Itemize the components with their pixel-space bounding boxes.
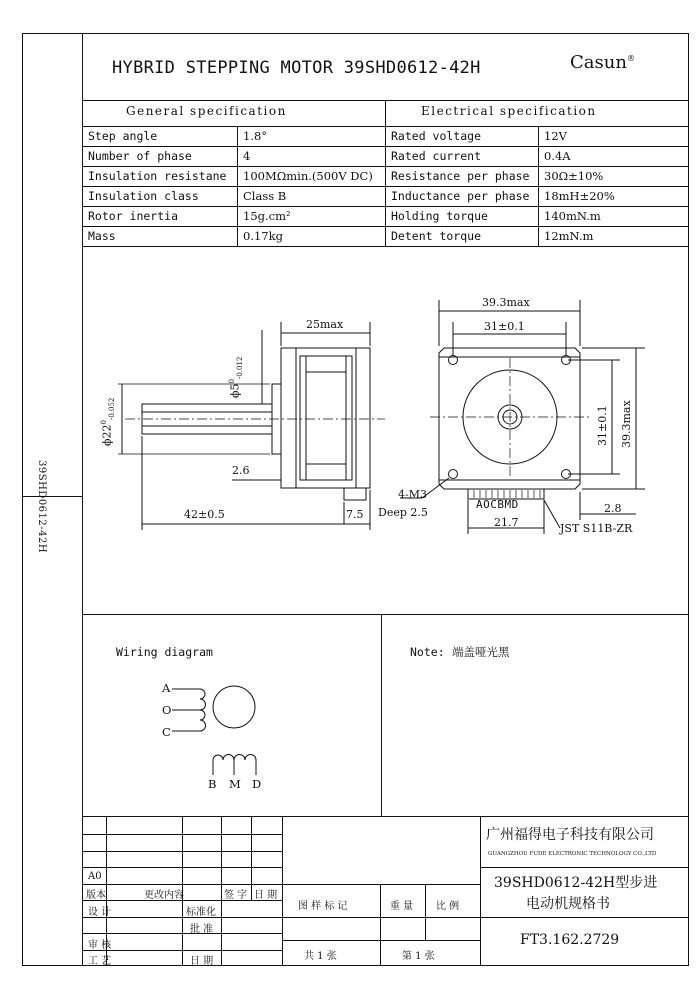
spec-label: Rated voltage: [391, 129, 482, 143]
product-line-1: 39SHD0612-42H型步进: [494, 875, 658, 891]
spec-label: Holding torque: [391, 209, 488, 223]
dim-shaft-diameter: $\phi 5^0_{-0.012}$: [228, 356, 244, 398]
weight-label: 重 量: [390, 901, 414, 912]
spec-value: 4: [243, 149, 251, 163]
dim-31-side: 31±0.1: [596, 405, 609, 446]
spec-label: Step angle: [88, 129, 158, 143]
tb-line: [380, 884, 381, 966]
side-label: 39SHD0612-42H: [36, 460, 47, 554]
col-date: 日 期: [254, 890, 278, 901]
tb-line: [282, 917, 480, 918]
document-code: FT3.162.2729: [520, 932, 620, 948]
connector-pin-labels: AOCBMD: [476, 498, 519, 511]
dim-31-top: 31±0.1: [484, 320, 525, 333]
wiring-heading: Wiring diagram: [116, 645, 213, 659]
document-title: HYBRID STEPPING MOTOR 39SHD0612-42H: [112, 58, 481, 78]
company-name-cn: 广州福得电子科技有限公司: [486, 827, 654, 843]
col-version: 版本: [86, 890, 106, 901]
spec-value: 140mN.m: [544, 209, 601, 223]
spec-label: Insulation resistane: [88, 169, 227, 183]
title-block-top: [82, 816, 689, 817]
drawing-bottom-line: [82, 614, 689, 615]
date-label: 日 期: [190, 956, 214, 967]
spec-label: Detent torque: [391, 229, 482, 243]
spec-label: Number of phase: [88, 149, 192, 163]
tb-line: [282, 940, 480, 941]
spec-value: 1.8°: [243, 129, 268, 143]
tb-line: [82, 834, 282, 835]
dim-7-5: 7.5: [346, 508, 364, 521]
tb-line: [480, 816, 481, 966]
tb-line: [221, 816, 222, 966]
wire-label-o: O: [162, 703, 172, 717]
spec-value: 18mH±20%: [544, 189, 615, 203]
product-line-2: 电动机规格书: [526, 896, 610, 912]
connector-model: JST S11B-ZR: [560, 522, 633, 535]
scale-label: 比 例: [436, 901, 460, 912]
tb-line: [82, 867, 282, 868]
spec-value: 12V: [544, 129, 567, 143]
standard-label: 标准化: [186, 907, 216, 918]
company-name-en: GUANGZHOU FUDE ELECTRONIC TECHNOLOGY CO.,LTD: [488, 851, 657, 857]
spec-value: 0.4A: [544, 149, 571, 163]
spec-label: Resistance per phase: [391, 169, 530, 183]
general-spec-heading: General specification: [126, 104, 287, 118]
spec-value: 100MΩmin.(500V DC): [243, 169, 373, 183]
process-label: 工 艺: [88, 956, 112, 967]
spec-label: Rotor inertia: [88, 209, 179, 223]
wire-label-a: A: [162, 681, 171, 695]
spec-label: Inductance per phase: [391, 189, 530, 203]
dim-39-3-side: 39.3max: [620, 400, 633, 448]
revision: A0: [88, 871, 102, 882]
design-label: 设 计: [88, 907, 112, 918]
wire-label-c: C: [162, 725, 171, 739]
note-text: 端盖哑光黑: [452, 645, 510, 659]
spec-value: 0.17kg: [243, 229, 283, 243]
wire-label-d: D: [252, 777, 262, 791]
spec-label: Insulation class: [88, 189, 199, 203]
tb-line: [82, 917, 282, 918]
tb-line: [282, 816, 283, 966]
tb-line: [480, 917, 689, 918]
spec-label: Rated current: [391, 149, 482, 163]
dim-deep: Deep 2.5: [378, 506, 428, 519]
tb-line: [480, 867, 689, 868]
dim-2-6: 2.6: [232, 464, 250, 477]
motor-body-side: [281, 348, 370, 488]
dim-2-8: 2.8: [604, 502, 622, 515]
dim-4-m3: 4-M3: [398, 488, 427, 501]
spec-value: 15g.cm²: [243, 209, 291, 223]
note-label: Note:: [410, 645, 445, 659]
connector-side: [344, 488, 366, 500]
sheet-number: 第 1 张: [402, 951, 435, 962]
pattern-mark-label: 图 样 标 记: [298, 901, 348, 912]
spec-value: 12mN.m: [544, 229, 594, 243]
wire-label-m: M: [229, 777, 241, 791]
dim-25max: 25max: [306, 318, 344, 331]
dim-39-3-top: 39.3max: [482, 296, 530, 309]
tb-line: [425, 884, 426, 940]
tb-line: [82, 933, 282, 934]
wiring-schematic: [172, 686, 256, 775]
total-sheets: 共 1 张: [304, 951, 337, 962]
tb-line: [251, 816, 252, 900]
brand-logo: Casun®: [570, 52, 635, 73]
tb-line: [282, 884, 480, 885]
review-label: 审 核: [88, 940, 112, 951]
approve-label: 批 准: [190, 924, 214, 935]
electrical-spec-heading: Electrical specification: [421, 104, 597, 118]
dim-42: 42±0.5: [184, 508, 225, 521]
spec-value: 30Ω±10%: [544, 169, 604, 183]
motor-front: [439, 348, 580, 489]
dim-21-7: 21.7: [494, 516, 519, 529]
wire-label-b: B: [208, 777, 217, 791]
dim-boss-diameter: $\phi 22^0_{-0.052}$: [100, 397, 116, 446]
tb-line: [82, 884, 282, 885]
tb-line: [82, 851, 282, 852]
col-content: 更改内容: [144, 890, 184, 901]
spec-value: Class B: [243, 189, 287, 203]
col-sign: 签 字: [224, 890, 248, 901]
spec-label: Mass: [88, 229, 116, 243]
wiring-note-divider: [381, 614, 382, 816]
tb-line: [82, 950, 282, 951]
